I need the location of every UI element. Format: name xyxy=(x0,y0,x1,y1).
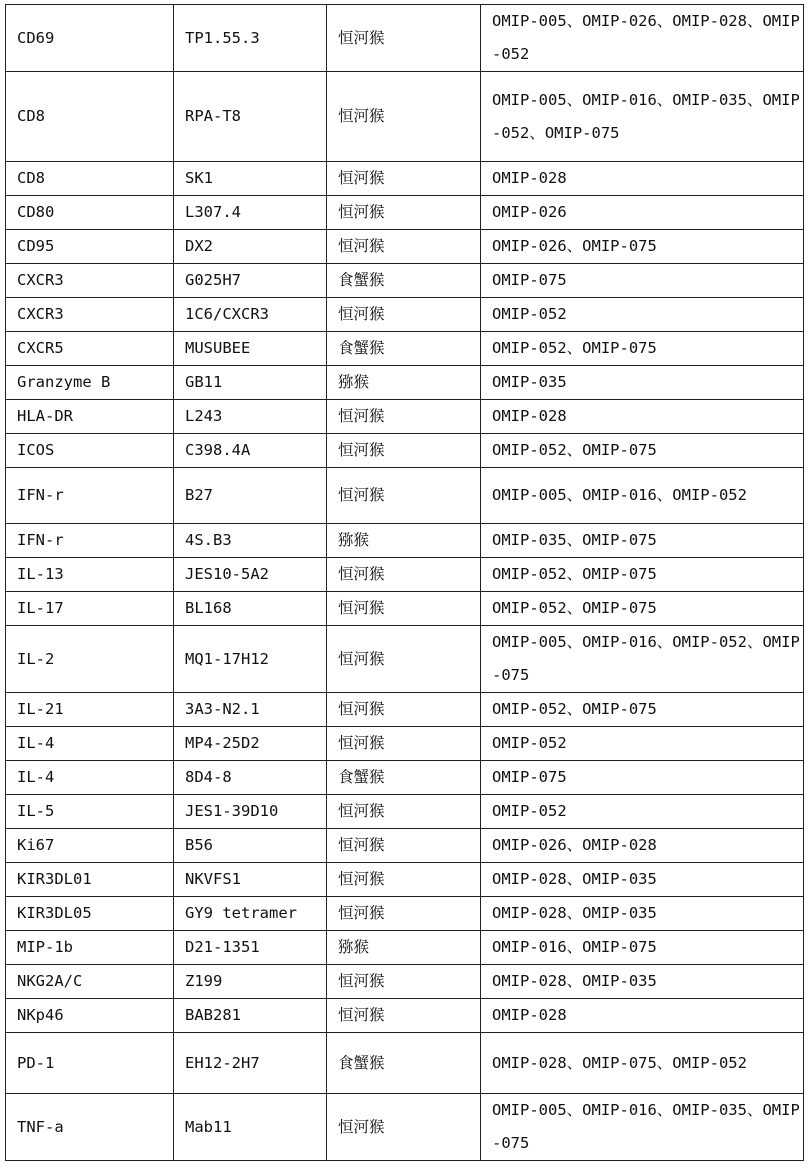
table-row xyxy=(6,332,804,366)
clone-cell: DX2 xyxy=(174,230,327,264)
species-cell: 猕猴 xyxy=(327,524,481,558)
clone-cell: 8D4-8 xyxy=(174,761,327,795)
marker-cell: IFN-r xyxy=(6,524,174,558)
omip-cell: OMIP-016、OMIP-075 xyxy=(481,931,804,965)
species-cell: 食蟹猴 xyxy=(327,761,481,795)
marker-cell: PD-1 xyxy=(6,1033,174,1094)
species-cell: 食蟹猴 xyxy=(327,1033,481,1094)
table-row xyxy=(6,366,804,400)
omip-cell: OMIP-005、OMIP-016、OMIP-035、OMIP-052、OMIP-075 xyxy=(481,72,804,162)
species-cell: 恒河猴 xyxy=(327,196,481,230)
species-cell: 恒河猴 xyxy=(327,863,481,897)
omip-cell: OMIP-075 xyxy=(481,264,804,298)
omip-cell: OMIP-028、OMIP-035 xyxy=(481,863,804,897)
omip-cell: OMIP-028、OMIP-075、OMIP-052 xyxy=(481,1033,804,1094)
clone-cell: BAB281 xyxy=(174,999,327,1033)
marker-cell: IL-4 xyxy=(6,727,174,761)
table-row xyxy=(6,434,804,468)
omip-cell: OMIP-052 xyxy=(481,795,804,829)
table-row xyxy=(6,1033,804,1094)
omip-cell: OMIP-052、OMIP-075 xyxy=(481,332,804,366)
omip-cell: OMIP-026 xyxy=(481,196,804,230)
clone-cell: MUSUBEE xyxy=(174,332,327,366)
table-row xyxy=(6,558,804,592)
table-row xyxy=(6,965,804,999)
clone-cell: Z199 xyxy=(174,965,327,999)
marker-cell: IL-5 xyxy=(6,795,174,829)
marker-cell: Granzyme B xyxy=(6,366,174,400)
clone-cell: JES10-5A2 xyxy=(174,558,327,592)
table-row xyxy=(6,626,804,693)
species-cell: 恒河猴 xyxy=(327,434,481,468)
omip-cell: OMIP-075 xyxy=(481,761,804,795)
omip-cell: OMIP-035 xyxy=(481,366,804,400)
table-row xyxy=(6,863,804,897)
clone-cell: JES1-39D10 xyxy=(174,795,327,829)
marker-cell: CD8 xyxy=(6,162,174,196)
species-cell: 恒河猴 xyxy=(327,999,481,1033)
marker-cell: CD95 xyxy=(6,230,174,264)
omip-cell: OMIP-028 xyxy=(481,999,804,1033)
omip-cell: OMIP-052、OMIP-075 xyxy=(481,434,804,468)
table-row xyxy=(6,524,804,558)
clone-cell: Mab11 xyxy=(174,1094,327,1161)
species-cell: 食蟹猴 xyxy=(327,264,481,298)
clone-cell: MQ1-17H12 xyxy=(174,626,327,693)
omip-cell: OMIP-026、OMIP-028 xyxy=(481,829,804,863)
table-row xyxy=(6,761,804,795)
marker-cell: IL-13 xyxy=(6,558,174,592)
species-cell: 恒河猴 xyxy=(327,592,481,626)
omip-cell: OMIP-028 xyxy=(481,400,804,434)
clone-cell: D21-1351 xyxy=(174,931,327,965)
species-cell: 恒河猴 xyxy=(327,298,481,332)
table-row xyxy=(6,5,804,72)
table-row xyxy=(6,72,804,162)
species-cell: 恒河猴 xyxy=(327,897,481,931)
species-cell: 恒河猴 xyxy=(327,795,481,829)
species-cell: 恒河猴 xyxy=(327,1094,481,1161)
species-cell: 恒河猴 xyxy=(327,400,481,434)
clone-cell: GY9 tetramer xyxy=(174,897,327,931)
marker-cell: KIR3DL01 xyxy=(6,863,174,897)
species-cell: 恒河猴 xyxy=(327,965,481,999)
omip-cell: OMIP-026、OMIP-075 xyxy=(481,230,804,264)
marker-cell: NKG2A/C xyxy=(6,965,174,999)
clone-cell: B56 xyxy=(174,829,327,863)
clone-cell: L243 xyxy=(174,400,327,434)
table-row xyxy=(6,931,804,965)
table-row xyxy=(6,693,804,727)
species-cell: 恒河猴 xyxy=(327,829,481,863)
table-row xyxy=(6,468,804,524)
table-row xyxy=(6,230,804,264)
table-row xyxy=(6,829,804,863)
omip-cell: OMIP-028、OMIP-035 xyxy=(481,897,804,931)
omip-cell: OMIP-052、OMIP-075 xyxy=(481,693,804,727)
omip-cell: OMIP-005、OMIP-016、OMIP-035、OMIP-075 xyxy=(481,1094,804,1161)
clone-cell: B27 xyxy=(174,468,327,524)
table-row xyxy=(6,162,804,196)
marker-cell: IL-17 xyxy=(6,592,174,626)
omip-cell: OMIP-005、OMIP-016、OMIP-052、OMIP-075 xyxy=(481,626,804,693)
clone-cell: MP4-25D2 xyxy=(174,727,327,761)
table-row xyxy=(6,999,804,1033)
clone-cell: 4S.B3 xyxy=(174,524,327,558)
species-cell: 恒河猴 xyxy=(327,626,481,693)
marker-cell: Ki67 xyxy=(6,829,174,863)
marker-cell: NKp46 xyxy=(6,999,174,1033)
table-row xyxy=(6,592,804,626)
clone-cell: C398.4A xyxy=(174,434,327,468)
table-row xyxy=(6,795,804,829)
table-body xyxy=(6,5,804,1161)
clone-cell: SK1 xyxy=(174,162,327,196)
omip-cell: OMIP-028、OMIP-035 xyxy=(481,965,804,999)
marker-cell: KIR3DL05 xyxy=(6,897,174,931)
table-row xyxy=(6,727,804,761)
species-cell: 恒河猴 xyxy=(327,5,481,72)
table-row xyxy=(6,264,804,298)
marker-cell: CD80 xyxy=(6,196,174,230)
marker-cell: CXCR5 xyxy=(6,332,174,366)
marker-cell: CXCR3 xyxy=(6,264,174,298)
species-cell: 恒河猴 xyxy=(327,72,481,162)
species-cell: 恒河猴 xyxy=(327,230,481,264)
clone-cell: GB11 xyxy=(174,366,327,400)
table-row xyxy=(6,298,804,332)
omip-cell: OMIP-028 xyxy=(481,162,804,196)
omip-cell: OMIP-052 xyxy=(481,727,804,761)
omip-cell: OMIP-005、OMIP-026、OMIP-028、OMIP-052 xyxy=(481,5,804,72)
clone-cell: 1C6/CXCR3 xyxy=(174,298,327,332)
marker-cell: IL-21 xyxy=(6,693,174,727)
clone-cell: EH12-2H7 xyxy=(174,1033,327,1094)
table-row xyxy=(6,196,804,230)
clone-cell: L307.4 xyxy=(174,196,327,230)
omip-cell: OMIP-052 xyxy=(481,298,804,332)
clone-cell: 3A3-N2.1 xyxy=(174,693,327,727)
marker-cell: MIP-1b xyxy=(6,931,174,965)
marker-cell: HLA-DR xyxy=(6,400,174,434)
species-cell: 猕猴 xyxy=(327,366,481,400)
marker-cell: CXCR3 xyxy=(6,298,174,332)
marker-cell: CD8 xyxy=(6,72,174,162)
species-cell: 食蟹猴 xyxy=(327,332,481,366)
species-cell: 猕猴 xyxy=(327,931,481,965)
clone-cell: NKVFS1 xyxy=(174,863,327,897)
clone-cell: TP1.55.3 xyxy=(174,5,327,72)
omip-cell: OMIP-052、OMIP-075 xyxy=(481,592,804,626)
marker-cell: IL-2 xyxy=(6,626,174,693)
clone-cell: BL168 xyxy=(174,592,327,626)
species-cell: 恒河猴 xyxy=(327,558,481,592)
clone-cell: G025H7 xyxy=(174,264,327,298)
omip-cell: OMIP-035、OMIP-075 xyxy=(481,524,804,558)
table-row xyxy=(6,1094,804,1161)
marker-cell: IFN-r xyxy=(6,468,174,524)
omip-cell: OMIP-005、OMIP-016、OMIP-052 xyxy=(481,468,804,524)
table-row xyxy=(6,400,804,434)
marker-cell: IL-4 xyxy=(6,761,174,795)
species-cell: 恒河猴 xyxy=(327,693,481,727)
marker-cell: CD69 xyxy=(6,5,174,72)
marker-cell: TNF-a xyxy=(6,1094,174,1161)
table-row xyxy=(6,897,804,931)
antibody-table xyxy=(5,4,804,1161)
marker-cell: ICOS xyxy=(6,434,174,468)
clone-cell: RPA-T8 xyxy=(174,72,327,162)
species-cell: 恒河猴 xyxy=(327,727,481,761)
species-cell: 恒河猴 xyxy=(327,162,481,196)
omip-cell: OMIP-052、OMIP-075 xyxy=(481,558,804,592)
species-cell: 恒河猴 xyxy=(327,468,481,524)
